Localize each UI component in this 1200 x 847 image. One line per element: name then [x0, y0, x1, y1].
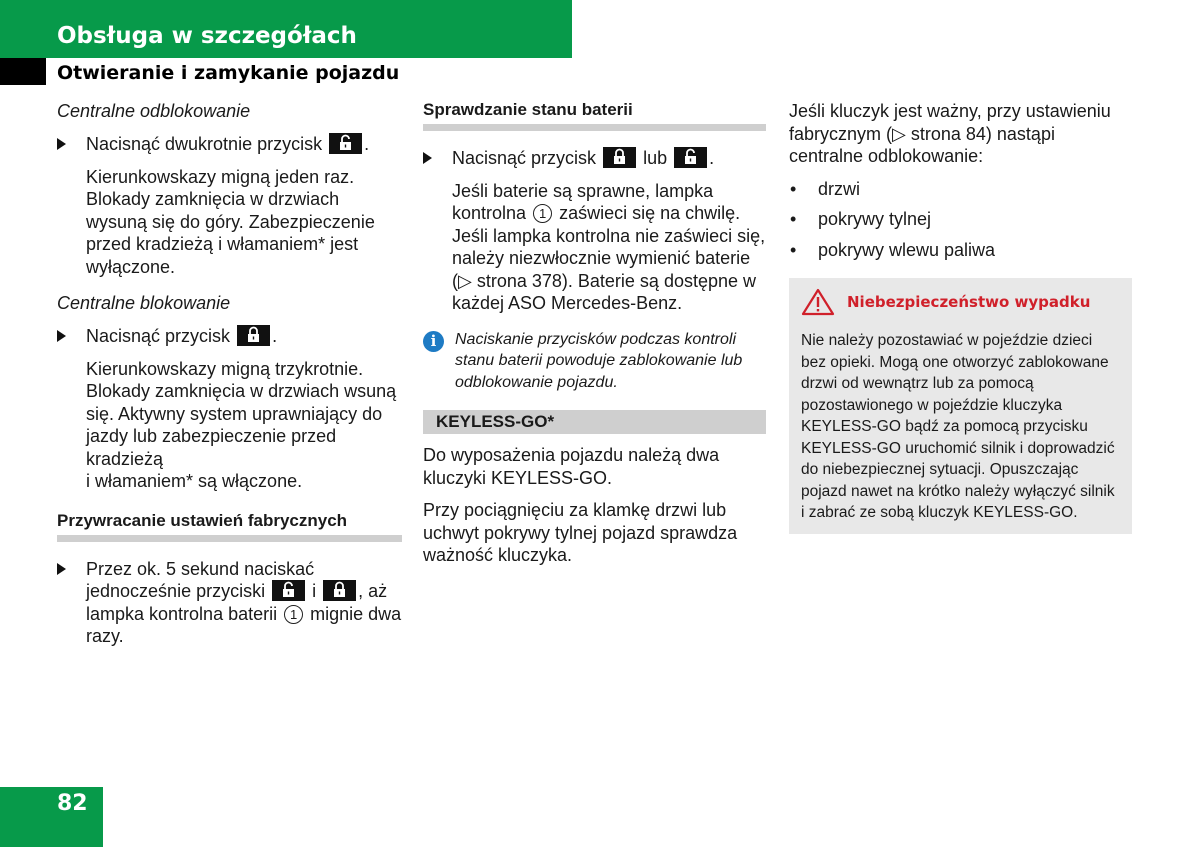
paragraph-keyless-check: Przy pociągnięciu za klamkę drzwi lub uchwyt pokrywy tylnej pojazd sprawdza ważność kluczyka.	[423, 500, 738, 565]
unlock-button-icon	[674, 147, 707, 168]
heading-central-unlock: Centralne odblokowanie	[57, 101, 251, 121]
step-lock	[57, 325, 402, 348]
unlock-button-icon	[329, 133, 362, 154]
warning-triangle-icon	[801, 288, 835, 316]
heading-keyless-go: KEYLESS-GO*	[423, 410, 766, 434]
step-text: Przez ok. 5 sekund naciskać jednocześnie przyciski	[86, 558, 315, 601]
battery-text-a: Jeśli baterie są sprawne, lampka kontrolna	[452, 180, 714, 223]
step-arrow-icon	[423, 152, 432, 164]
lock-button-icon	[323, 580, 356, 601]
step-text: Nacisnąć przycisk	[452, 148, 597, 168]
lock-button-icon	[237, 325, 270, 346]
step-factory-reset	[57, 558, 402, 648]
unlock-list	[789, 178, 1132, 262]
step-text-end: .	[364, 134, 370, 154]
column-right	[789, 100, 1132, 534]
step-arrow-icon	[57, 138, 66, 150]
step-text-mid: , aż lampka kontrolna baterii	[86, 581, 388, 624]
paragraph-battery-result	[452, 180, 766, 315]
header-accent-block	[0, 58, 46, 85]
battery-text-b: zaświeci się na chwilę. Jeśli lampka kontrolna nie zaświeci się, należy niezwłocznie wymienić baterie (▷ strona 378). Baterie są dostępne w każdej ASO Mercedes-Benz.	[452, 203, 766, 313]
page-subtitle: Otwieranie i zamykanie pojazdu	[57, 62, 400, 84]
heading-central-lock: Centralne blokowanie	[57, 293, 231, 313]
step-unlock	[57, 133, 402, 156]
heading-factory-reset: Przywracanie ustawień fabrycznych	[57, 511, 402, 542]
column-left	[57, 100, 402, 658]
step-arrow-icon	[57, 563, 66, 575]
step-text-end: .	[709, 148, 715, 168]
callout-number-1: 1	[284, 605, 303, 624]
info-icon: i	[423, 331, 444, 352]
list-item: • drzwi	[789, 178, 1132, 201]
callout-number-1: 1	[533, 204, 552, 223]
warning-title: Niebezpieczeństwo wypadku	[847, 293, 1091, 311]
paragraph-lock-result-end: i włamaniem* są włączone.	[86, 471, 303, 491]
info-note	[423, 329, 766, 394]
step-battery-check	[423, 147, 766, 170]
step-text-end: mignie dwa razy.	[86, 603, 402, 646]
step-text: Nacisnąć przycisk	[86, 326, 231, 346]
heading-battery-check: Sprawdzanie stanu baterii	[423, 100, 766, 131]
warning-header	[801, 288, 1120, 316]
warning-text: Nie należy pozostawiać w pojeździe dzieci bez opieki. Mogą one otworzyć zablokowane drzwi od wewnątrz lub za pomocą pozostawionego w pojeździe kluczyka KEYLESS-GO bądź za pomocą przycisku KEYLESS-GO uruchomić silnik i doprowadzić do niebezpiecznej sytuacji. Opuszczając pojazd nawet na krótko należy wyłączyć silnik i zabrać ze sobą kluczyk KEYLESS-GO.	[801, 332, 1115, 521]
paragraph-lock-result: Kierunkowskazy migną trzykrotnie. Blokady zamknięcia w drzwiach wsuną się. Aktywny system uprawniający do jazdy lub zabezpieczenie przed kradzieżą	[86, 358, 397, 469]
step-arrow-icon	[57, 330, 66, 342]
step-text-conj: lub	[643, 148, 668, 168]
paragraph-unlock-result: Kierunkowskazy migną jeden raz. Blokady zamknięcia w drzwiach wysuną się do góry. Zabezpieczenie przed kradzieżą i włamaniem* jest wyłączone.	[86, 166, 375, 277]
paragraph-key-valid: Jeśli kluczyk jest ważny, przy ustawieniu fabrycznym (▷ strona 84) nastąpi centralne odblokowanie:	[789, 101, 1111, 166]
paragraph-keyless-keys: Do wyposażenia pojazdu należą dwa kluczyki KEYLESS-GO.	[423, 445, 720, 488]
step-text-end: .	[272, 326, 278, 346]
step-text-conj: i	[312, 581, 317, 601]
warning-box	[789, 278, 1132, 534]
section-header: Obsługa w szczegółach	[0, 0, 572, 58]
list-item: • pokrywy tylnej	[789, 208, 1132, 231]
unlock-button-icon	[272, 580, 305, 601]
lock-button-icon	[603, 147, 636, 168]
column-middle	[423, 100, 766, 577]
page-number: 82	[0, 787, 103, 847]
step-text: Nacisnąć dwukrotnie przycisk	[86, 134, 323, 154]
info-note-text: Naciskanie przycisków podczas kontroli stanu baterii powoduje zablokowanie lub odblokowanie pojazdu.	[455, 330, 743, 391]
list-item: • pokrywy wlewu paliwa	[789, 239, 1132, 262]
